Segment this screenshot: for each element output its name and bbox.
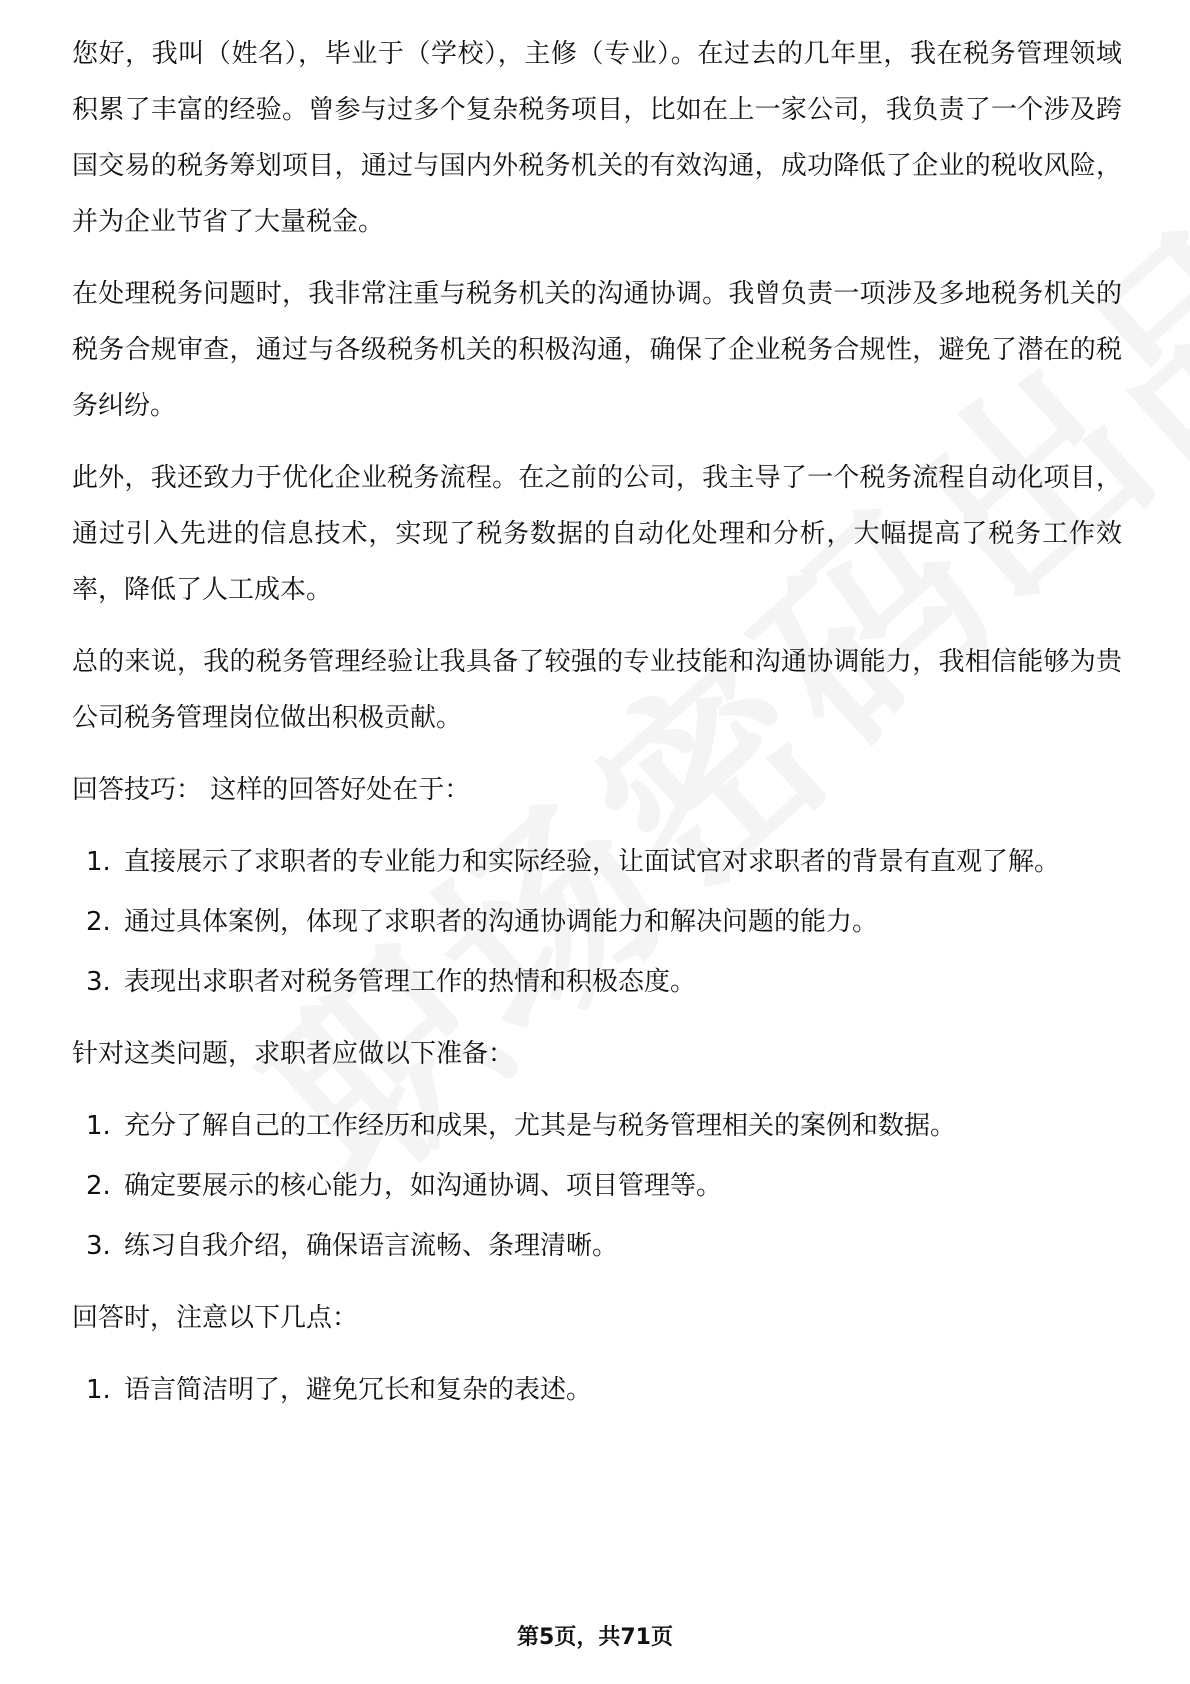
- notes-list: [72, 1362, 1122, 1418]
- notes-heading: 回答时，注意以下几点：: [72, 1303, 359, 1333]
- list-item: [72, 894, 1122, 950]
- tips-list: [72, 834, 1122, 1010]
- list-number: 3.: [86, 1231, 111, 1261]
- tips-heading: 回答技巧： 这样的回答好处在于：: [72, 775, 471, 805]
- list-number: 2.: [86, 907, 111, 937]
- list-number: 1.: [86, 1111, 111, 1141]
- list-item-text: 直接展示了求职者的专业能力和实际经验，让面试官对求职者的背景有直观了解。: [124, 847, 1061, 877]
- list-item: [72, 1158, 1122, 1214]
- process-paragraph: 此外，我还致力于优化企业税务流程。在之前的公司，我主导了一个税务流程自动化项目，通过引入先进的信息技术，实现了税务数据的自动化处理和分析，大幅提高了税务工作效率，降低了人工成本。: [72, 463, 1122, 605]
- list-item-text: 语言简洁明了，避免冗长和复杂的表述。: [124, 1375, 593, 1405]
- list-number: 3.: [86, 967, 111, 997]
- list-item: [72, 834, 1122, 890]
- list-item: [72, 1218, 1122, 1274]
- list-item-text: 通过具体案例，体现了求职者的沟通协调能力和解决问题的能力。: [124, 907, 879, 937]
- list-number: 1.: [86, 1375, 111, 1405]
- list-item: [72, 954, 1122, 1010]
- list-number: 1.: [86, 847, 111, 877]
- list-item-text: 确定要展示的核心能力，如沟通协调、项目管理等。: [124, 1171, 723, 1201]
- list-item: [72, 1362, 1122, 1418]
- communication-paragraph: 在处理税务问题时，我非常注重与税务机关的沟通协调。我曾负责一项涉及多地税务机关的税务合规审查，通过与各级税务机关的积极沟通，确保了企业税务合规性，避免了潜在的税务纠纷。: [72, 279, 1122, 421]
- summary-paragraph: 总的来说，我的税务管理经验让我具备了较强的专业技能和沟通协调能力，我相信能够为贵公司税务管理岗位做出积极贡献。: [72, 647, 1122, 733]
- list-item-text: 练习自我介绍，确保语言流畅、条理清晰。: [124, 1231, 619, 1261]
- list-item-text: 充分了解自己的工作经历和成果，尤其是与税务管理相关的案例和数据。: [124, 1111, 957, 1141]
- intro-paragraph: 您好，我叫（姓名），毕业于（学校），主修（专业）。在过去的几年里，我在税务管理领域积累了丰富的经验。曾参与过多个复杂税务项目，比如在上一家公司，我负责了一个涉及跨国交易的税务筹划项目，通过与国内外税务机关的有效沟通，成功降低了企业的税收风险，并为企业节省了大量税金。: [72, 39, 1122, 237]
- prep-heading: 针对这类问题，求职者应做以下准备：: [72, 1039, 515, 1069]
- list-item-text: 表现出求职者对税务管理工作的热情和积极态度。: [124, 967, 697, 997]
- document-body: [72, 26, 1122, 1434]
- page-number: 第5页，共71页: [517, 1625, 673, 1650]
- list-item: [72, 1098, 1122, 1154]
- prep-list: [72, 1098, 1122, 1274]
- list-number: 2.: [86, 1171, 111, 1201]
